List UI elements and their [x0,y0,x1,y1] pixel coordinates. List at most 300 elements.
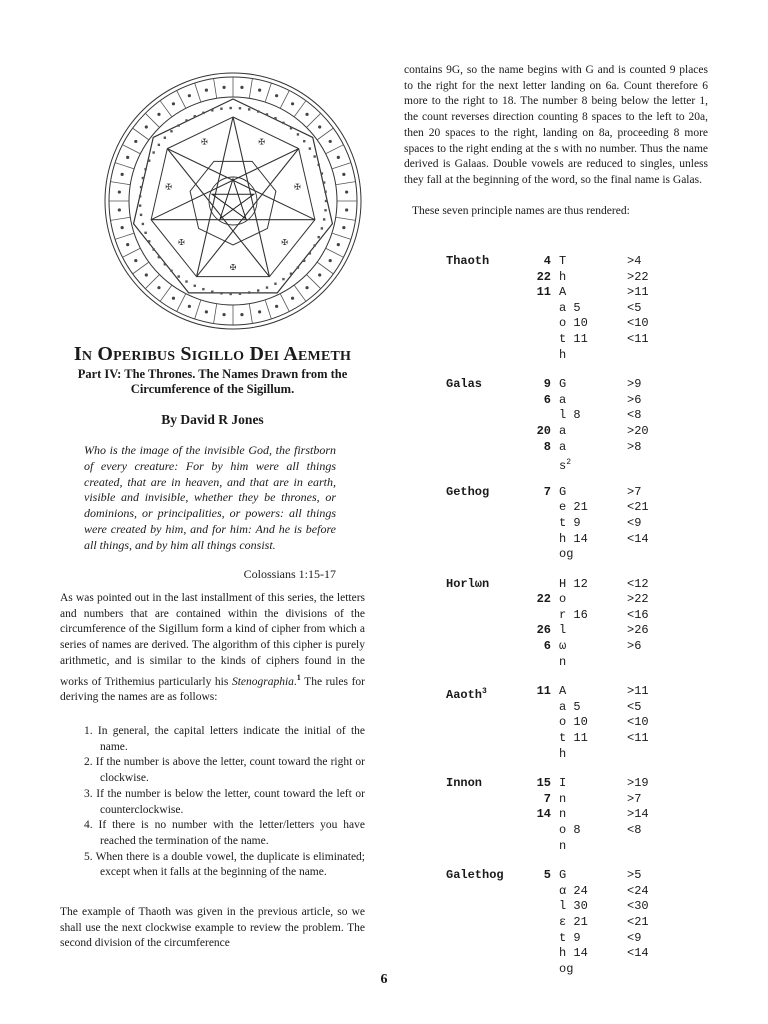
letter-value: a 5 [559,300,581,315]
letter-cell [559,792,566,808]
letter-cell [559,731,588,747]
letter-cell [559,592,566,608]
sigil-cipher-glyph [188,305,191,308]
count-number: 15 [536,776,551,791]
sigil-division-line [332,163,351,169]
letter-value: ε 21 [559,914,588,929]
count-number: 6 [543,392,551,407]
sigil-cipher-glyph [345,190,348,193]
sigil-band-glyph [317,164,319,166]
count-number: 14 [536,807,551,822]
letter-value: α 24 [559,883,588,898]
sigil-band-glyph [297,266,299,268]
sigil-division-line [177,91,186,109]
footnote-ref[interactable]: 2 [566,458,572,468]
rule-item [84,787,365,818]
sigil-band-glyph [282,278,284,280]
letter-value: h 14 [559,531,588,546]
letter-cell [559,285,566,301]
sigil-cipher-glyph [222,313,225,316]
count-number: 5 [543,868,551,883]
sigil-band-glyph [139,204,141,206]
sigil-band-glyph [140,214,142,216]
direction-count: <21 [627,914,649,929]
direction-count: <21 [627,500,649,515]
sigil-cipher-glyph [172,297,175,300]
sigil-cross-icon: ✠ [229,263,237,272]
sigil-band-glyph [239,293,241,295]
sigil-division-line [307,113,321,127]
letter-value: h [559,269,567,284]
letter-cell [559,348,566,364]
letter-cell [559,485,566,501]
letter-value: l 8 [559,408,581,423]
derived-name: Aaoth [446,688,483,703]
letter-cell [559,946,588,962]
example-paragraph: The example of Thaoth was given in the previous article, so we shall use the next clockwise example to review the problem. The second division of the circumference [60,906,365,950]
sigil-cipher-glyph [337,156,340,159]
sigil-band-glyph [248,291,250,293]
sigil-division-line [195,300,201,319]
derived-name: Horlωn [446,576,490,591]
letter-cell [559,577,588,593]
letter-value: n [559,654,567,669]
direction-count: <8 [627,408,642,423]
sigil-band-glyph [211,109,213,111]
sigil-cipher-glyph [291,102,294,105]
sigil-cipher-glyph [345,208,348,211]
footnote-ref[interactable]: 1 [296,672,301,682]
sigil-band-glyph [194,285,196,287]
direction-count: <12 [627,576,649,591]
sigil-band-glyph [202,112,204,114]
direction-count: >6 [627,392,642,407]
sigil-cipher-glyph [157,113,160,116]
count-number: 11 [536,285,551,300]
letter-value: o 8 [559,823,581,837]
letter-value: n [559,807,567,822]
sigillum-dei-aemeth-illustration [102,70,364,332]
direction-count: >22 [627,592,649,607]
letter-value: l 30 [559,899,588,914]
letter-cell [559,776,566,792]
derived-name: Innon [446,776,483,791]
letter-value: t 9 [559,515,581,530]
sigil-band-glyph [142,177,144,179]
epigraph-citation: Colossians 1:15-17 [243,567,336,581]
letter-cell [559,408,581,424]
sigil-band-glyph [185,119,187,121]
sigil-cipher-glyph [342,173,345,176]
direction-count: >11 [627,684,649,699]
sigil-division-line [160,285,172,301]
letter-cell [559,500,588,516]
sigil-cipher-glyph [145,273,148,276]
letter-value: t 11 [559,731,588,746]
letter-value: e 21 [559,500,588,515]
sigil-division-line [160,101,172,117]
sigil-division-line [265,300,271,319]
letter-cell [559,424,566,440]
sigil-band-glyph [290,127,292,129]
sigil-cipher-glyph [222,86,225,89]
sigil-cipher-glyph [329,259,332,262]
sigil-cipher-glyph [126,243,129,246]
derived-name-cell [446,684,487,704]
sigil-division-line [326,145,344,154]
sigil-band-glyph [142,223,144,225]
direction-count: >6 [627,639,642,654]
sigil-cipher-glyph [258,89,261,92]
sigil-band-glyph [303,260,305,262]
direction-count: <11 [627,731,649,746]
sigil-division-line [326,248,344,257]
sigil-band-glyph [164,263,166,265]
sigil-band-glyph [309,252,311,254]
letter-value: o 10 [559,715,588,730]
rule-number: 2. [84,756,96,769]
sigil-cipher-glyph [240,86,243,89]
letter-cell [559,931,581,947]
letter-value: a [559,423,567,438]
author-byline: By David R Jones [161,412,264,427]
sigil-band-glyph [170,130,172,132]
sigil-cipher-glyph [337,243,340,246]
intro-text: As was pointed out in the last installment of this series, the letters and numbers that are contained within the divisions of the circumference of the Sigillum form a kind of cipher from which a series of names are derived. The algorithm of this cipher is purely arithmetic, and is similar to the kinds of ciphers found in the works of Trithemius particularly his [60,592,365,688]
sigil-band-glyph [148,159,150,161]
letter-cell [559,884,588,900]
direction-count: <9 [627,515,642,530]
letter-cell [559,915,588,931]
letter-value: og [559,547,574,562]
letter-cell [559,747,566,763]
rule-text: In general, the capital letters indicate the initial of the name. [97,725,366,753]
letter-value: h [559,347,567,362]
letter-value: r 16 [559,607,588,622]
sigil-band-glyph [152,151,154,153]
sigil-cipher-glyph [157,286,160,289]
direction-count: <24 [627,883,649,898]
letter-cell [559,270,566,286]
sigil-band-glyph [144,168,146,170]
direction-count: <5 [627,699,642,714]
sigil-band-glyph [309,147,311,149]
letter-value: t 11 [559,331,588,346]
count-number: 4 [543,254,551,268]
sigil-division-line [115,233,134,239]
sigil-division-line [294,101,306,117]
letter-cell [559,868,566,884]
sigil-band-glyph [229,107,231,109]
letter-value: h [559,746,567,761]
letter-value: G [559,377,567,392]
letter-cell [559,316,588,332]
count-number: 22 [536,269,551,284]
letter-value: T [559,254,567,268]
sigil-band-glyph [239,107,241,109]
sigil-band-glyph [313,155,315,157]
sigil-division-line [123,248,141,257]
sigil-division-line [123,145,141,154]
sigil-band-glyph [185,280,187,282]
rule-item [84,818,365,849]
sigil-band-glyph [323,181,325,183]
rule-item [84,850,365,881]
sigil-band-glyph [323,218,325,220]
sigil-band-glyph [325,200,327,202]
sigil-band-glyph [229,293,231,295]
sigil-cipher-glyph [329,140,332,143]
letter-value: a [559,439,567,454]
sigil-division-line [336,217,356,220]
letter-cell [559,393,566,409]
sigil-band-glyph [170,270,172,272]
sigil-cipher-glyph [172,102,175,105]
sigil-band-glyph [321,172,323,174]
sigil-division-line [249,304,252,324]
sigil-band-glyph [158,256,160,258]
sigil-band-glyph [257,289,259,291]
letter-value: G [559,484,567,499]
count-number: 11 [536,684,551,699]
letter-value: t 9 [559,930,581,945]
sigil-cipher-glyph [318,273,321,276]
sigil-division-line [317,262,333,274]
count-number: 6 [543,639,551,654]
book-title: Stenographia [231,675,294,688]
intro-text: The rules for deriving the names are as follows: [60,675,366,704]
derived-name: Gethog [446,484,490,499]
sigil-division-line [336,182,356,185]
letter-cell [559,684,566,700]
sigil-division-line [214,79,217,99]
sigil-cipher-glyph [126,156,129,159]
sigil-band-glyph [303,140,305,142]
sigil-division-line [294,285,306,301]
sigil-band-glyph [274,117,276,119]
sigil-cross-icon: ✠ [293,182,301,192]
rule-number: 4. [84,819,99,832]
sigil-band-glyph [257,110,259,112]
derived-name: Galas [446,377,483,392]
footnote-ref[interactable]: 3 [482,687,487,697]
sigil-band-glyph [248,108,250,110]
direction-count: >9 [627,377,642,392]
sigil-cipher-glyph [118,190,121,193]
direction-count: >8 [627,439,642,454]
sigil-cross-icon: ✠ [258,137,265,147]
sigil-cipher-glyph [275,305,278,308]
letter-value: G [559,868,567,883]
direction-count: <10 [627,715,649,730]
letter-cell [559,807,566,823]
sigil-division-line [145,275,159,289]
count-number: 20 [536,423,551,438]
letter-cell [559,455,571,475]
count-number: 7 [543,484,551,499]
sigil-division-line [317,128,333,140]
sigil-band-glyph [266,113,268,115]
letter-cell [559,377,566,393]
sigil-division-line [133,262,149,274]
sigil-division-line [214,304,217,324]
sigil-division-line [195,83,201,102]
sigil-division-line [280,294,289,312]
letter-cell [559,332,588,348]
letter-cell [559,532,588,548]
letter-cell [559,715,588,731]
sigil-band-glyph [178,275,180,277]
letter-value: s [559,459,567,474]
letter-value: A [559,285,567,300]
direction-count: <11 [627,331,649,346]
sigil-cipher-glyph [134,140,137,143]
rule-number: 1. [84,725,98,737]
rule-item [84,755,365,786]
sigil-cross-icon: ✠ [178,238,185,248]
count-number: 8 [543,439,551,454]
direction-count: <10 [627,316,649,331]
direction-count: >20 [627,423,649,438]
sigil-cipher-glyph [342,226,345,229]
rule-text: If the number is below the letter, count toward the left or counterclockwise. [96,787,366,816]
sigil-cross-icon: ✠ [201,137,208,147]
rule-text: If the number is above the letter, count toward the right or clockwise. [95,756,365,785]
letter-cell [559,516,581,532]
derived-name: Galethog [446,868,504,883]
sigil-band-glyph [158,144,160,146]
sigil-division-line [115,163,134,169]
sigil-division-line [111,182,131,185]
letter-value: H 12 [559,576,588,591]
sigil-band-glyph [139,195,141,197]
letter-value: l [559,623,567,638]
sigil-band-glyph [274,283,276,285]
direction-count: >5 [627,868,642,883]
sigil-band-glyph [282,122,284,124]
count-number: 7 [543,791,551,806]
rule-number: 3. [84,787,97,800]
sigil-cipher-glyph [205,310,208,313]
direction-count: >11 [627,285,649,300]
sigil-band-glyph [164,137,166,139]
sigil-band-glyph [266,286,268,288]
direction-count: <14 [627,946,649,961]
sigil-band-glyph [321,227,323,229]
sigil-cipher-glyph [121,226,124,229]
direction-count: >7 [627,791,642,806]
letter-cell [559,623,566,639]
intro-paragraph [60,591,365,706]
direction-count: >22 [627,269,649,284]
sigil-band-glyph [220,292,222,294]
intro-text: . [293,675,297,688]
sigil-division-line [249,79,252,99]
sigil-cipher-glyph [134,259,137,262]
letter-cell [559,823,581,839]
rule-text: When there is a double vowel, the duplicate is eliminated; except when it falls at the beginning of the name. [95,850,365,879]
letter-cell [559,839,566,855]
sigil-band-glyph [317,236,319,238]
direction-count: >4 [627,254,642,268]
direction-count: <16 [627,607,649,622]
letter-cell [559,440,566,456]
letter-value: ω [559,639,567,654]
letter-value: I [559,776,567,791]
direction-count: <8 [627,823,642,837]
letter-value: o 10 [559,316,588,331]
direction-count: >14 [627,807,649,822]
rule-number: 5. [84,850,96,863]
page-number: 6 [380,972,388,987]
letter-value: A [559,684,567,699]
letter-value: h 14 [559,946,588,961]
direction-count: <5 [627,300,642,315]
epigraph-quote: Who is the image of the invisible God, the firstborn of every creature: For by him were all things created, that are in heaven, and that are in earth, visible and invisible, whether they be thrones, or dominions, or principalities, or powers: all things were created by him, and for him: And he is before all things, and by him all things consist. [84,443,336,552]
sigil-cipher-glyph [291,297,294,300]
sigil-band-glyph [211,290,213,292]
letter-cell [559,639,566,655]
rule-text: If there is no number with the letter/letters you have reached the termination of the name. [98,819,365,847]
sigil-band-glyph [140,186,142,188]
sigil-cipher-glyph [145,125,148,128]
sigil-cipher-glyph [258,310,261,313]
sigil-cipher-glyph [275,94,278,97]
article-subtitle: Part IV: The Thrones. The Names Drawn from the Circumference of the Sigillum. [77,367,348,396]
sigil-band-glyph [290,273,292,275]
sigil-band-glyph [152,248,154,250]
derived-name: Thaoth [446,254,490,268]
sigil-division-line [332,233,351,239]
count-number: 9 [543,377,551,392]
direction-count: >19 [627,776,649,791]
letter-value: n [559,838,567,853]
sigil-cipher-glyph [305,113,308,116]
sigil-cipher-glyph [205,89,208,92]
sigil-band-glyph [220,108,222,110]
letter-cell [559,899,588,915]
sigil-cipher-glyph [188,94,191,97]
count-number: 22 [536,592,551,607]
article-title: In Operibus Sigillo Dei Aemeth [73,343,352,365]
rule-item [84,724,365,755]
sigil-division-line [111,217,131,220]
sigil-division-line [307,275,321,289]
letter-cell [559,301,581,317]
letter-value: a [559,392,567,407]
letter-value: o [559,592,567,607]
sigil-division-line [133,128,149,140]
sigil-cipher-glyph [240,313,243,316]
sigil-band-glyph [202,288,204,290]
letter-cell [559,608,588,624]
sigil-cipher-glyph [118,208,121,211]
sigil-band-glyph [144,232,146,234]
table-intro: These seven principle names are thus rendered: [412,205,630,217]
sigil-division-line [280,91,289,109]
sigil-band-glyph [178,124,180,126]
sigil-band-glyph [324,191,326,193]
letter-cell [559,700,581,716]
count-number: 26 [536,623,551,638]
sigil-cross-icon: ✠ [165,182,173,192]
letter-cell [559,655,566,671]
direction-count: <9 [627,930,642,945]
direction-count: <30 [627,899,649,914]
direction-count: >26 [627,623,649,638]
direction-count: >7 [627,484,642,499]
sigil-cross-icon: ✠ [281,238,288,248]
